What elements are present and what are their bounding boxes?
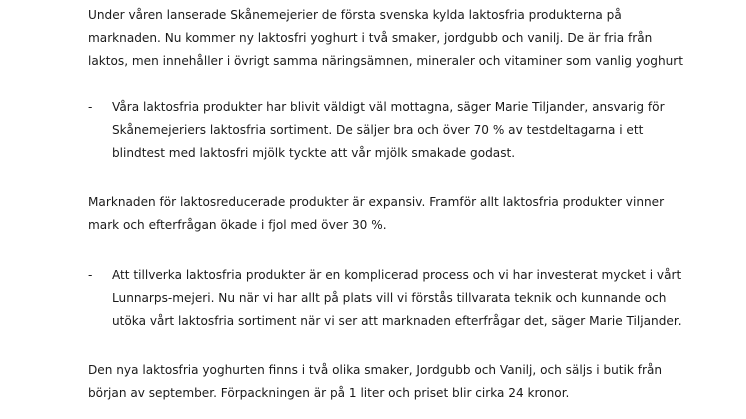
text-line: Marknaden för laktosreducerade produkter är expansiv. Framför allt laktosfria produkter vinner [88,195,665,209]
text-line: Skånemejeriers laktosfria sortiment. De säljer bra och över 70 % av testdeltagarna i ett [112,123,644,137]
text-line: Våra laktosfria produkter har blivit väldigt väl mottagna, säger Marie Tiljander, ansvarig för [112,100,665,114]
text-line: marknaden. Nu kommer ny laktosfri yoghurt i två smaker, jordgubb och vanilj. De är fria från [88,31,653,45]
bullet-dash: - [88,100,93,114]
text-line: laktos, men innehåller i övrigt samma näringsämnen, mineraler och vitaminer som vanlig yoghurt [88,54,684,68]
text-line: början av september. Förpackningen är på 1 liter och priset blir cirka 24 kronor. [88,386,570,400]
text-line: mark och efterfrågan ökade i fjol med över 30 %. [88,218,387,232]
bullet-dash: - [88,268,93,282]
bullet-body [112,96,665,165]
text-line: Under våren lanserade Skånemejerier de första svenska kylda laktosfria produkterna på [88,8,622,22]
paragraph-intro [88,4,688,73]
bullet-body [112,264,682,333]
text-line: Lunnarps-mejeri. Nu när vi har allt på plats vill vi förstås tillvarata teknik och kunnande och [112,291,667,305]
paragraph-market [88,191,688,237]
paragraph-availability [88,359,688,405]
text-line: Den nya laktosfria yoghurten finns i två olika smaker, Jordgubb och Vanilj, och säljs i butik från [88,363,663,377]
text-line: utöka vårt laktosfria sortiment när vi ser att marknaden efterfrågar det, säger Marie Tiljander. [112,314,682,328]
text-line: Att tillverka laktosfria produkter är en komplicerad process och vi har investerat mycket i vårt [112,268,682,282]
text-line: blindtest med laktosfri mjölk tyckte att vår mjölk smakade godast. [112,146,516,160]
